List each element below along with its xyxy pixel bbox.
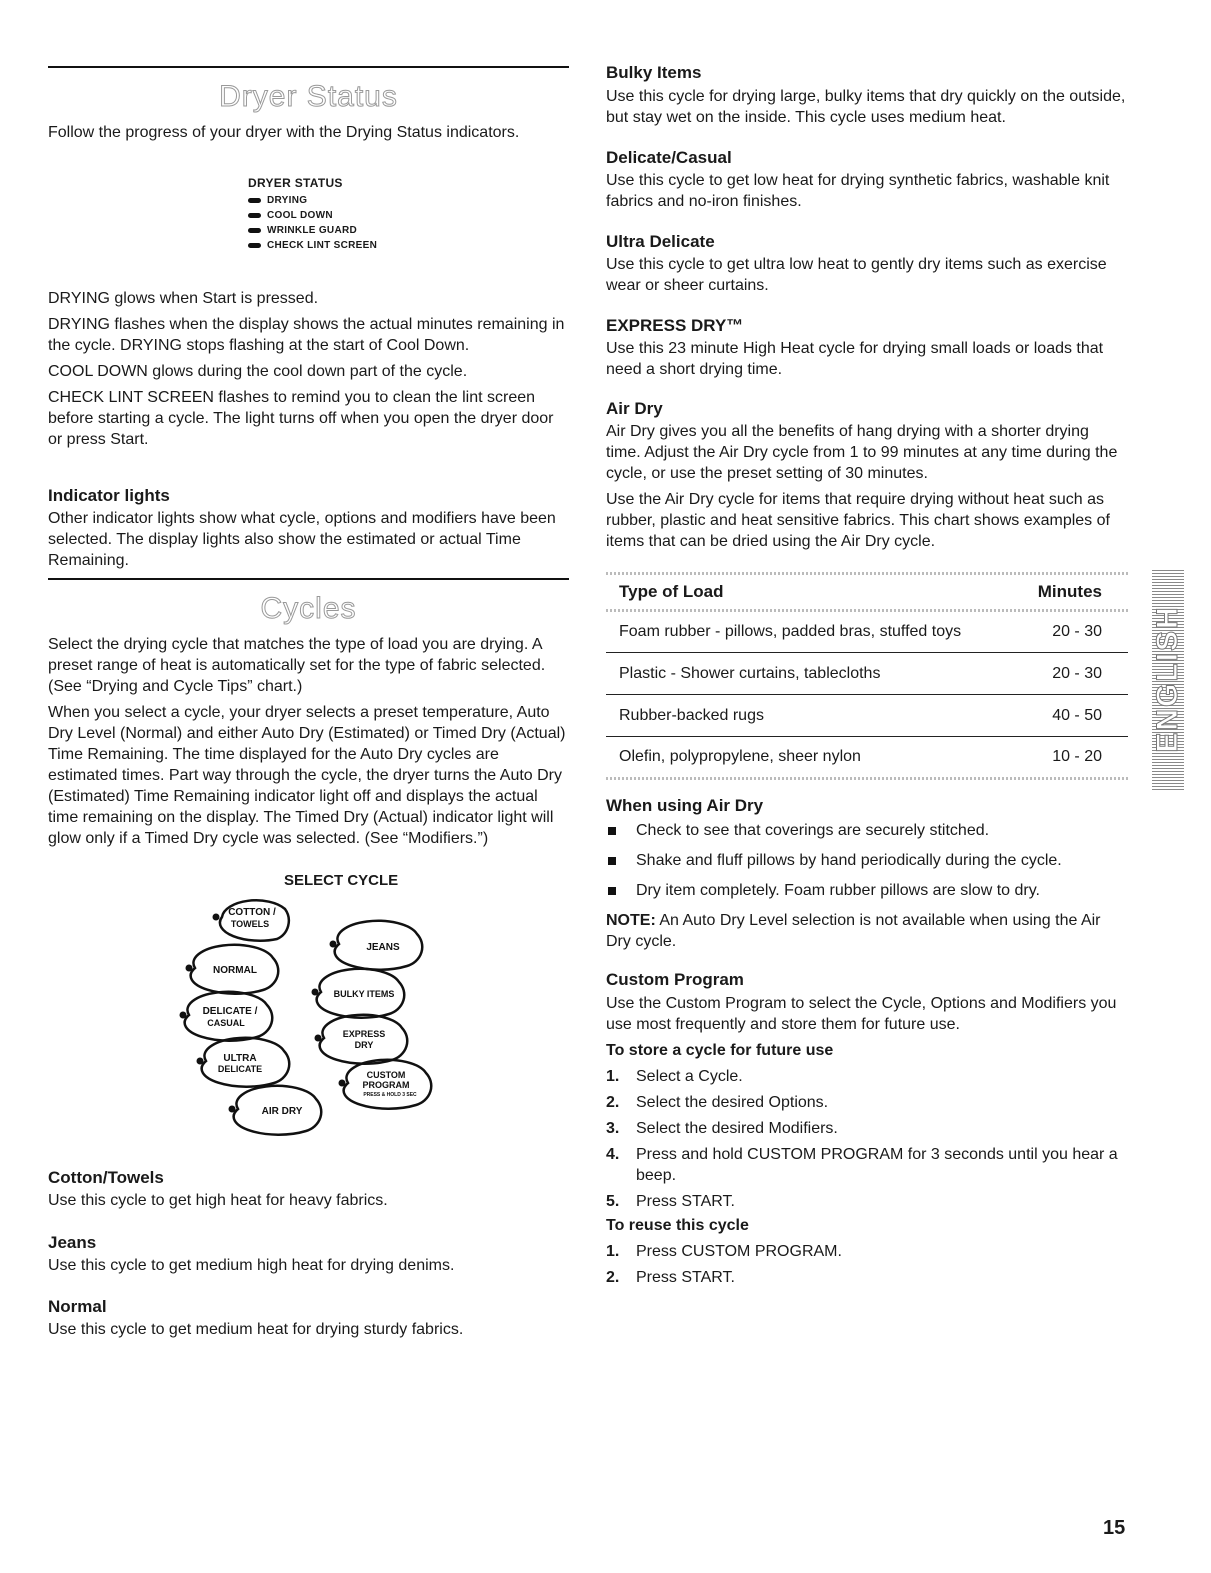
table-row: Plastic - Shower curtains, tablecloths 20 - 30 [606,653,1128,695]
table-row: Olefin, polypropylene, sheer nylon 10 - 20 [619,748,1102,765]
dryer-status-intro: Follow the progress of your dryer with the Drying Status indicators. [48,124,520,141]
status-para: DRYING flashes when the display shows the actual minutes remaining in the cycle. DRYING stops flashing at the start of Cool Down. [48,316,565,354]
cotton-towels-heading: Cotton/Towels [48,1168,164,1187]
air-dry-paragraphs [606,421,1128,552]
normal-text: Use this cycle to get medium heat for drying sturdy fabrics. [48,1321,464,1338]
indicator-lights-text: Other indicator lights show what cycle, options and modifiers have been selected. The display lights also show the estimated or actual Time Remaining. [48,510,556,569]
list-item: 2. Select the desired Options. [606,1094,829,1111]
reuse-cycle-steps [606,1241,1128,1293]
select-cycle-title: SELECT CYCLE [284,872,399,889]
note-label: NOTE: [606,912,656,929]
svg-text:CASUAL: CASUAL [207,1018,245,1028]
custom-program-heading: Custom Program [606,970,744,989]
air-dry-note [606,910,1128,952]
cycles-para: When you select a cycle, your dryer selects a preset temperature, Auto Dry Level (Normal) and either Auto Dry (Estimated) or Timed Dry (Actual) Time Remaining. The time displayed for the Auto Dry cycles are estimated times. Part way through the cycle, the dryer turns the Auto Dry (Estimated) Time Remaining indicator light off and displays the actual time remaining on the display. The Timed Dry (Actual) indicator light will glow only if a Timed Dry cycle was selected. (See “Modifiers.”) [48,704,566,847]
svg-text:ULTRA: ULTRA [223,1053,257,1064]
cotton-towels-text: Use this cycle to get high heat for heavy fabrics. [48,1192,388,1209]
jeans-text: Use this cycle to get medium high heat for drying denims. [48,1257,455,1274]
indicator-light-icon [248,243,261,248]
note-text: An Auto Dry Level selection is not available when using the Air Dry cycle. [606,912,1101,950]
svg-text:NORMAL: NORMAL [213,965,257,976]
store-cycle-steps [606,1066,1128,1217]
delicate-casual-heading: Delicate/Casual [606,148,732,167]
dryer-status-paragraphs [48,288,570,450]
jeans-heading: Jeans [48,1233,97,1252]
svg-text:COTTON /: COTTON / [228,907,276,918]
ultra-delicate-text: Use this cycle to get ultra low heat to gently dry items such as exercise wear or sheer curtains. [606,256,1107,294]
air-dry-tips-list [606,820,1128,910]
when-using-air-dry-heading: When using Air Dry [606,796,764,815]
dryer-status-heading: Dryer Status [219,80,398,113]
status-drying: DRYING [248,193,377,208]
ultra-delicate-heading: Ultra Delicate [606,232,715,251]
list-item: Dry item completely. Foam rubber pillows are slow to dry. [606,880,1128,901]
table-header-row [606,575,1128,609]
svg-text:DELICATE /: DELICATE / [202,1006,258,1017]
status-cool-down: COOL DOWN [248,208,377,223]
status-para: COOL DOWN glows during the cool down part of the cycle. [48,363,468,380]
svg-text:DELICATE: DELICATE [217,1064,263,1074]
air-dry-load-table [606,572,1128,780]
header-type-of-load: Type of Load [619,582,724,601]
svg-text:DRY: DRY [354,1040,374,1050]
table-row: Rubber-backed rugs 40 - 50 [606,695,1128,737]
indicator-light-icon [248,228,261,233]
cotton-towels-button[interactable] [213,900,289,940]
svg-text:PRESS & HOLD 3 SEC: PRESS & HOLD 3 SEC [363,1092,417,1098]
indicator-lights-heading: Indicator lights [48,486,170,505]
list-item: 3. Select the desired Modifiers. [606,1120,838,1137]
express-dry-button[interactable] [315,1015,408,1064]
dryer-status-panel [248,176,377,253]
svg-text:CUSTOM: CUSTOM [366,1070,406,1080]
svg-text:AIR DRY: AIR DRY [261,1106,303,1117]
side-tab-label: ENGLISH [1151,605,1184,753]
svg-text:JEANS: JEANS [366,942,400,953]
delicate-casual-button[interactable] [180,992,273,1041]
normal-button[interactable] [186,945,279,994]
svg-text:TOWELS: TOWELS [230,919,270,929]
table-bottom-rule [606,777,1128,780]
page-number: 15 [1103,1517,1126,1539]
select-cycle-panel [178,895,468,1140]
list-item: Shake and fluff pillows by hand periodically during the cycle. [606,850,1128,871]
express-dry-heading: EXPRESS DRY™ [606,316,744,335]
air-dry-button[interactable] [229,1086,322,1135]
air-dry-para: Use the Air Dry cycle for items that require drying without heat such as rubber, plastic and heat sensitive fabrics. This chart shows examples of items that can be dried using the Air Dry cycle. [606,491,1110,550]
status-para: CHECK LINT SCREEN flashes to remind you to clean the lint screen before starting a cycle. The light turns off when you open the dryer door or press Start. [48,389,554,448]
ultra-delicate-button[interactable] [197,1038,290,1087]
svg-text:PROGRAM: PROGRAM [362,1080,410,1090]
language-side-tab [1152,568,1184,790]
bulky-items-text: Use this cycle for drying large, bulky items that dry quickly on the outside, but stay wet on the inside. This cycle uses medium heat. [606,88,1126,126]
jeans-button[interactable] [330,921,423,970]
store-cycle-heading: To store a cycle for future use [606,1042,834,1059]
header-minutes: Minutes [1037,582,1102,601]
custom-program-text: Use the Custom Program to select the Cycle, Options and Modifiers you use most frequently and store them for future use. [606,995,1117,1033]
status-wrinkle-guard: WRINKLE GUARD [248,223,377,238]
svg-text:EXPRESS: EXPRESS [342,1029,386,1039]
list-item: 4. Press and hold CUSTOM PROGRAM for 3 seconds until you hear a beep. [606,1146,1118,1184]
table-row: Foam rubber - pillows, padded bras, stuffed toys 20 - 30 [606,612,1128,653]
list-item: Check to see that coverings are securely stitched. [606,820,1128,841]
normal-heading: Normal [48,1297,107,1316]
indicator-light-icon [248,198,261,203]
svg-text:BULKY ITEMS: BULKY ITEMS [333,989,395,999]
list-item: 2. Press START. [606,1269,735,1286]
air-dry-para: Air Dry gives you all the benefits of hang drying with a shorter drying time. Adjust the Air Dry cycle from 1 to 99 minutes at any time during the cycle, or use the preset setting of 30 minutes. [606,423,1118,482]
cycles-para: Select the drying cycle that matches the type of load you are drying. A preset range of heat is automatically set for the type of fabric selected. (See “Drying and Cycle Tips” chart.) [48,636,546,695]
air-dry-heading: Air Dry [606,399,663,418]
reuse-cycle-heading: To reuse this cycle [606,1217,749,1234]
bulky-items-button[interactable] [312,969,405,1018]
status-para: DRYING glows when Start is pressed. [48,290,319,307]
dryer-status-panel-title: DRYER STATUS [248,176,343,190]
list-item: 1. Select a Cycle. [606,1068,743,1085]
express-dry-text: Use this 23 minute High Heat cycle for drying small loads or loads that need a short drying time. [606,340,1104,378]
list-item: 5. Press START. [606,1193,735,1210]
custom-program-button[interactable] [339,1060,432,1109]
bulky-items-heading: Bulky Items [606,63,702,82]
list-item: 1. Press CUSTOM PROGRAM. [606,1243,842,1260]
cycles-intro [48,634,570,849]
top-rule-left [48,66,569,68]
indicator-dot-icon [213,914,220,921]
delicate-casual-text: Use this cycle to get low heat for drying synthetic fabrics, washable knit fabrics and no-iron finishes. [606,172,1110,210]
cycles-heading: Cycles [260,592,357,625]
cycles-rule [48,578,569,580]
indicator-light-icon [248,213,261,218]
status-check-lint-screen: CHECK LINT SCREEN [248,238,377,253]
